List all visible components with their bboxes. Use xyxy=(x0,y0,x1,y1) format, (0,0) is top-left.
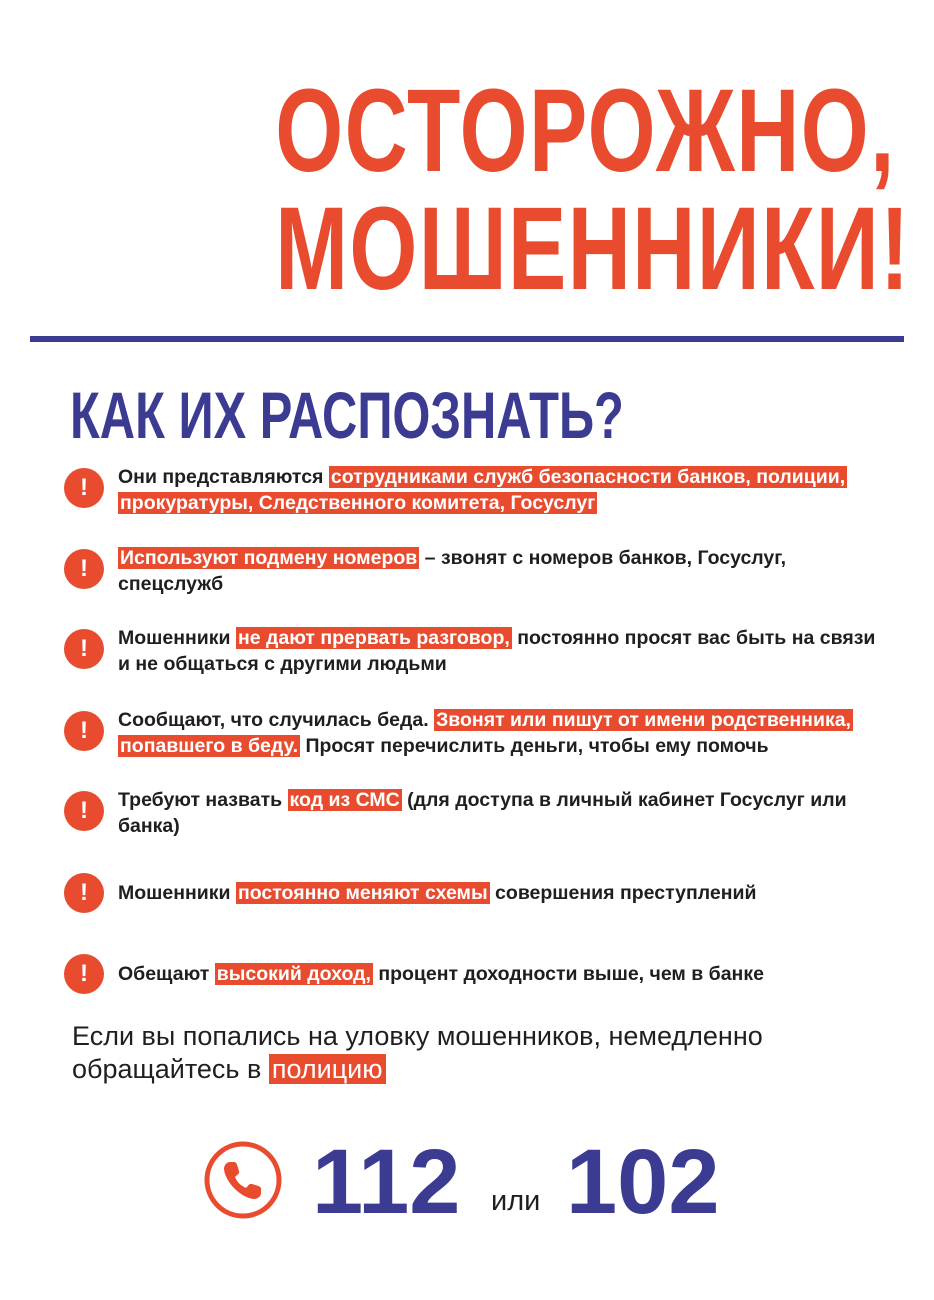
highlighted-text: не дают прервать разговор, xyxy=(237,627,510,649)
item-text xyxy=(118,880,878,906)
item-text-part: совершения преступлений xyxy=(489,882,757,904)
item-text-part: процент доходности выше, чем в банке xyxy=(372,963,764,985)
item-text xyxy=(118,545,878,597)
footer-notice xyxy=(72,1020,852,1086)
exclamation-icon: ! xyxy=(64,711,104,751)
highlighted-text: Звонят или пишут от имени родственника, попавшего в беду. xyxy=(120,709,851,757)
item-text-part: Мошенники xyxy=(118,882,236,904)
footer-highlight: полицию xyxy=(269,1054,386,1084)
exclamation-icon: ! xyxy=(64,468,104,508)
item-text-part: Просят перечислить деньги, чтобы ему помочь xyxy=(300,735,769,757)
highlighted-text: сотрудниками служб безопасности банков, полиции, прокуратуры, Следственного комитета, Госуслуг xyxy=(120,466,846,514)
item-text-part: Мошенники xyxy=(118,627,236,649)
item-text xyxy=(118,464,878,516)
exclamation-icon: ! xyxy=(64,549,104,589)
highlighted-text: высокий доход, xyxy=(216,963,371,985)
footer-text: Если вы попались на уловку мошенников, немедленно обращайтесь в xyxy=(72,1021,763,1084)
exclamation-icon: ! xyxy=(64,791,104,831)
item-text xyxy=(118,961,878,987)
exclamation-icon: ! xyxy=(64,873,104,913)
highlighted-text: Используют подмену номеров xyxy=(120,547,418,569)
item-text-part: Требуют назвать xyxy=(118,789,288,811)
item-text-part: – звонят с номеров банков, Госуслуг, спецслужб xyxy=(118,547,787,595)
item-text-part: Обещают xyxy=(118,963,215,985)
item-text-part: Сообщают, что случилась беда. xyxy=(118,709,435,731)
phone-icon xyxy=(203,1140,283,1220)
item-text xyxy=(118,787,878,839)
item-text xyxy=(118,707,878,759)
section-heading: КАК ИХ РАСПОЗНАТЬ? xyxy=(70,378,624,452)
item-text-part: Они представляются xyxy=(118,466,329,488)
phone-number-112: 112 xyxy=(312,1131,461,1233)
highlighted-text: постоянно меняют схемы xyxy=(237,882,488,904)
page-title xyxy=(275,65,911,315)
item-text-part: (для доступа в личный кабинет Госуслуг или банка) xyxy=(118,789,847,837)
title-line-2: МОШЕННИКИ! xyxy=(275,183,911,315)
item-text-part: постоянно просят вас быть на связи и не общаться с другими людьми xyxy=(118,627,876,675)
phone-number-102: 102 xyxy=(566,1131,720,1233)
title-line-1: ОСТОРОЖНО, xyxy=(275,65,896,197)
exclamation-icon: ! xyxy=(64,629,104,669)
highlighted-text: код из СМС xyxy=(289,789,400,811)
item-text xyxy=(118,625,878,677)
exclamation-icon: ! xyxy=(64,954,104,994)
divider xyxy=(30,336,904,342)
or-label: или xyxy=(491,1185,541,1217)
